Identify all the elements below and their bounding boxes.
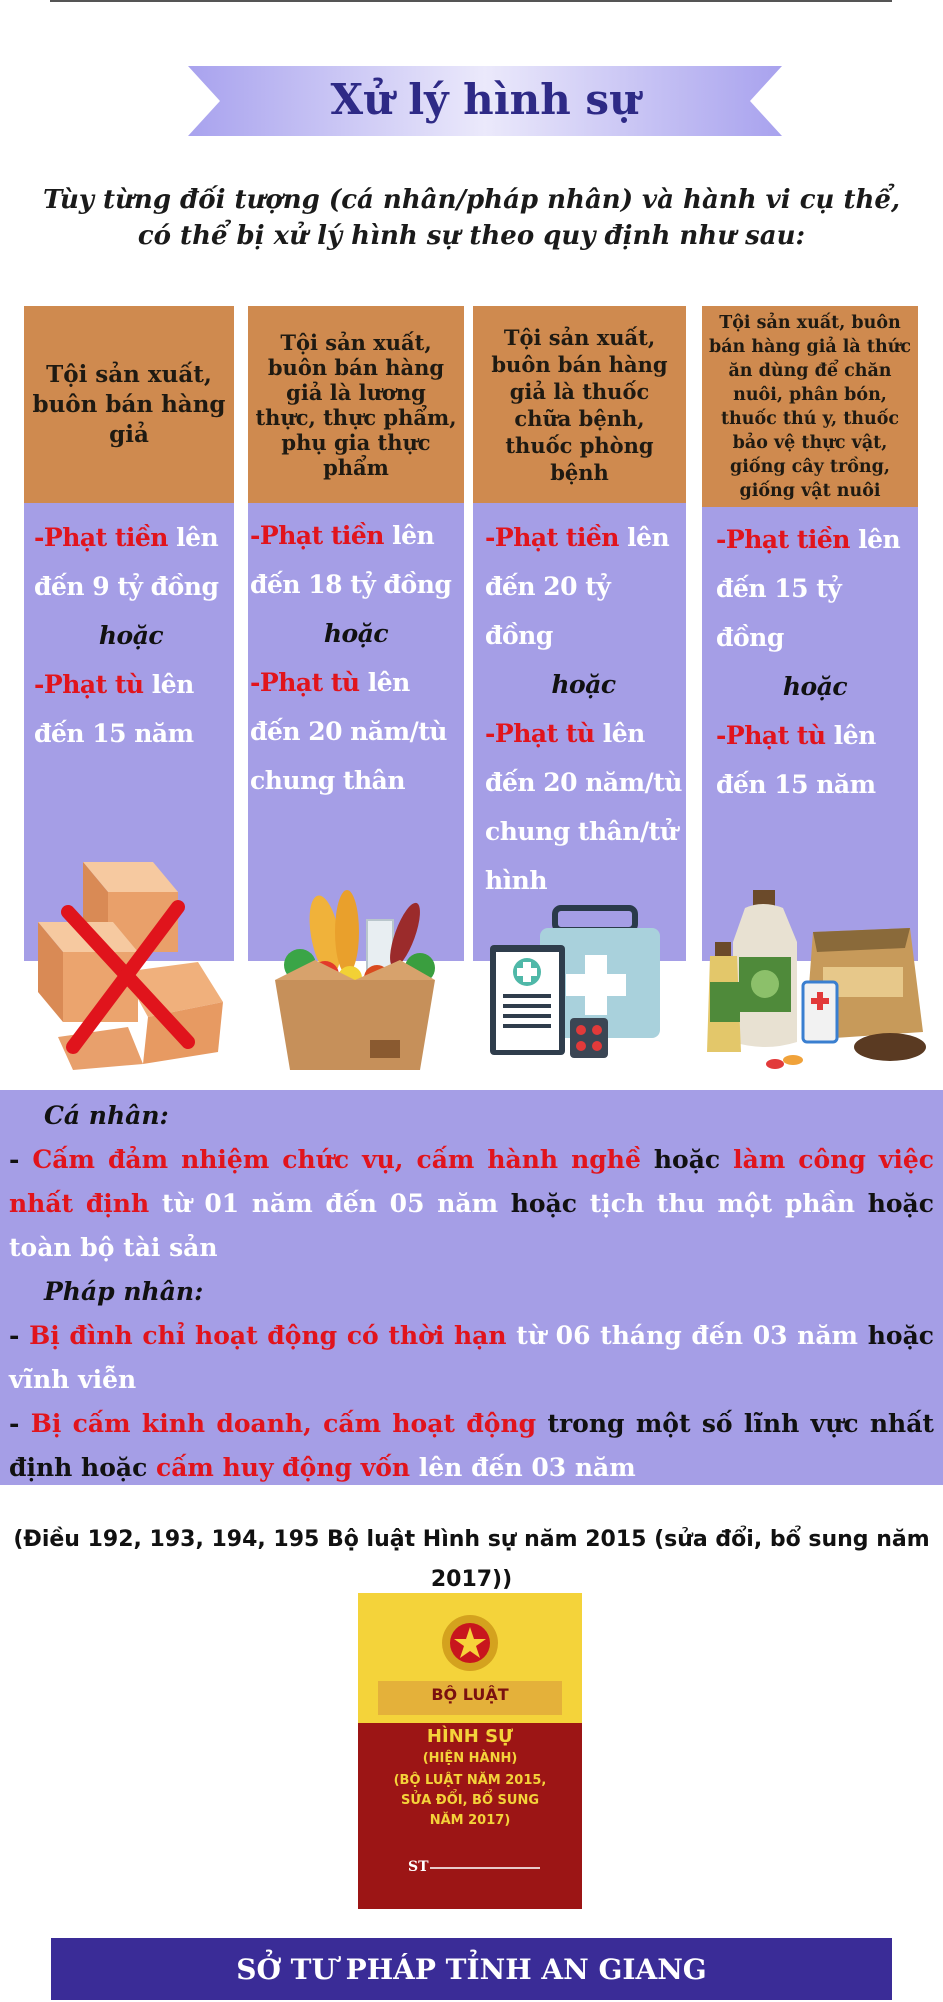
column-4-fine-label: Phạt tiền (725, 525, 850, 554)
column-2-heading (248, 306, 464, 503)
criminal-code-book-cover (358, 1593, 582, 1909)
column-1-penalties: -Phạt tiền lên đến 9 tỷ đồng hoặc -Phạt tù lên đến 15 năm (24, 503, 234, 961)
book-band-label: BỘ LUẬT (431, 1685, 509, 1704)
individual-or-3: hoặc (867, 1189, 934, 1218)
column-1-prison-text: lên đến 15 năm (34, 670, 194, 748)
book-title: HÌNH SỰ (426, 1726, 514, 1747)
column-3-heading-text: Tội sản xuất, buôn bán hàng giả là thuốc chữa bệnh, thuốc phòng bệnh (491, 324, 668, 485)
column-2-heading-text: Tội sản xuất, buôn bán hàng giả là lương thực, thực phẩm, phụ gia thực phẩm (255, 329, 457, 480)
column-3-prison-label: Phạt tù (494, 719, 595, 748)
column-3-fine-label: Phạt tiền (494, 523, 619, 552)
legal2-duration: lên đến 03 năm (410, 1453, 636, 1482)
column-4-penalties: -Phạt tiền lên đến 15 tỷ đồng hoặc -Phạt tù lên đến 15 năm (702, 507, 918, 961)
individual-penalties (9, 1138, 934, 1270)
legal-citation: (Điều 192, 193, 194, 195 Bộ luật Hình sự năm 2015 (sửa đổi, bổ sung năm 2017)) (13, 1527, 930, 1592)
legal1-duration: từ 06 tháng đến 03 năm (506, 1321, 868, 1350)
column-1-fine-text: lên đến 9 tỷ đồng (34, 523, 219, 601)
column-3-fine-text: lên đến 20 tỷ đồng (485, 523, 670, 650)
column-2-prison-label: Phạt tù (259, 668, 360, 697)
individual-heading: Cá nhân: (44, 1101, 169, 1130)
legal2-scope: trong một số lĩnh vực nhất định hoặc (9, 1409, 934, 1482)
legal-entity-heading: Pháp nhân: (44, 1277, 204, 1306)
page-title: Xử lý hình sự (330, 75, 640, 124)
legal2-business-ban: Bị cấm kinh doanh, cấm hoạt động (30, 1409, 537, 1438)
column-3-heading (473, 306, 686, 503)
publisher-mark: ST (408, 1859, 429, 1875)
individual-duration: từ 01 năm đến 05 năm (149, 1189, 511, 1218)
legal1-or: hoặc (867, 1321, 934, 1350)
intro-text (40, 182, 903, 254)
individual-or-2: hoặc (510, 1189, 578, 1218)
food-box-icon (255, 880, 455, 1075)
individual-ban-work: làm công việc nhất định (9, 1145, 935, 1218)
top-divider (50, 0, 892, 2)
medical-kit-icon (485, 900, 675, 1065)
column-3-prison-text: lên đến 20 năm/tù chung thân/tử hình (485, 719, 682, 895)
column-4-heading-text: Tội sản xuất, buôn bán hàng giả là thức ăn dùng để chăn nuôi, phân bón, thuốc thú y, thuốc bảo vệ thực vật, giống cây trồng, giống vật nuôi (708, 312, 912, 501)
individual-or-1: hoặc (640, 1145, 734, 1174)
column-1-fine-label: Phạt tiền (43, 523, 168, 552)
intro-line-2: có thể bị xử lý hình sự theo quy định như sau: (137, 221, 806, 251)
legal-entity-penalty-2 (9, 1402, 934, 1490)
book-line-3: SỬA ĐỔI, BỔ SUNG (400, 1793, 539, 1808)
column-4-prison-text: lên đến 15 năm (716, 721, 876, 799)
fertilizer-bottles-icon (705, 882, 930, 1072)
column-2-prison-text: lên đến 20 năm/tù chung thân (250, 668, 447, 795)
legal-entity-penalty-1 (9, 1314, 934, 1402)
footer-banner: SỞ TƯ PHÁP TỈNH AN GIANG (51, 1938, 892, 2000)
column-2-or: hoặc (323, 619, 389, 648)
column-4-prison-label: Phạt tù (725, 721, 826, 750)
individual-confiscate-all: toàn bộ tài sản (9, 1233, 218, 1262)
book-line-1: (HIỆN HÀNH) (422, 1751, 518, 1766)
legal1-permanent: vĩnh viễn (9, 1365, 137, 1394)
crossed-boxes-icon (28, 852, 228, 1072)
column-4-or: hoặc (782, 672, 848, 701)
column-3-or: hoặc (551, 670, 616, 699)
legal2-capital-ban: cấm huy động vốn (156, 1453, 411, 1482)
book-line-2: (BỘ LUẬT NĂM 2015, (393, 1773, 547, 1788)
column-1-heading (24, 306, 234, 503)
additional-penalties-panel (0, 1090, 943, 1485)
individual-dash: - (9, 1145, 33, 1174)
column-1-or: hoặc (98, 621, 164, 650)
column-2-penalties: -Phạt tiền lên đến 18 tỷ đồng hoặc -Phạt tù lên đến 20 năm/tù chung thân (248, 503, 464, 961)
publisher-line (430, 1867, 540, 1869)
intro-line-1: Tùy từng đối tượng (cá nhân/pháp nhân) và hành vi cụ thể, (42, 185, 900, 215)
national-emblem-icon (440, 1613, 500, 1673)
column-1-prison-label: Phạt tù (43, 670, 144, 699)
column-1-heading-text: Tội sản xuất, buôn bán hàng giả (32, 360, 226, 448)
book-line-4: NĂM 2017) (429, 1813, 511, 1828)
column-3-penalties: -Phạt tiền lên đến 20 tỷ đồng hoặc -Phạt tù lên đến 20 năm/tù chung thân/tử hình (473, 503, 686, 961)
column-2-fine-text: lên đến 18 tỷ đồng (250, 521, 452, 599)
legal1-dash: - (9, 1321, 30, 1350)
individual-ban-office: Cấm đảm nhiệm chức vụ, cấm hành nghề (32, 1145, 641, 1174)
individual-confiscate-part: tịch thu một phần (577, 1189, 868, 1218)
column-4-heading (702, 306, 918, 507)
column-2-fine-label: Phạt tiền (259, 521, 384, 550)
legal2-dash: - (9, 1409, 31, 1438)
column-4-fine-text: lên đến 15 tỷ đồng (716, 525, 901, 652)
legal1-suspension: Bị đình chỉ hoạt động có thời hạn (29, 1321, 507, 1350)
